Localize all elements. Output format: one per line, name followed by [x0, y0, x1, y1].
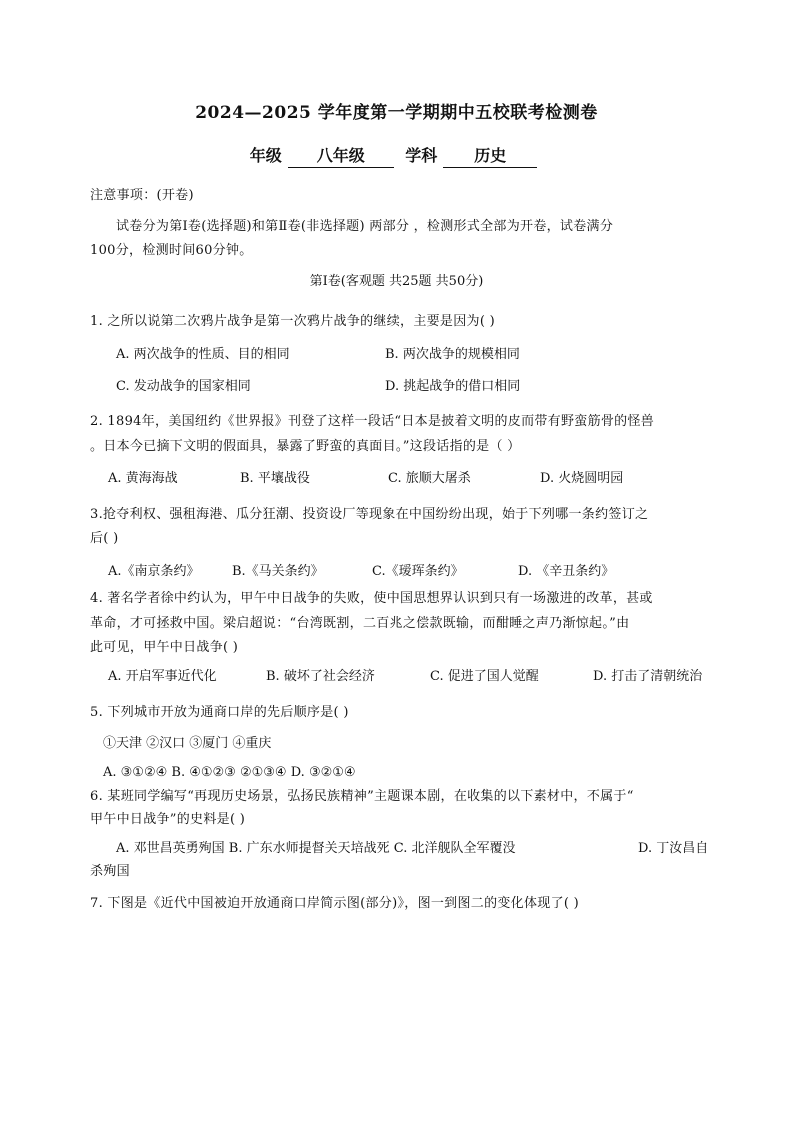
q2-option-a: A. 黄海海战	[108, 471, 178, 486]
q1-stem: 1. 之所以说第二次鸦片战争是第一次鸦片战争的继续，主要是因为( )	[90, 314, 496, 329]
q7-stem: 7. 下图是《近代中国被迫开放通商口岸简示图(部分)》，图一到图二的变化体现了( )	[90, 896, 580, 911]
q2-option-b: B. 平壤战役	[240, 471, 310, 486]
grade-value: 八年级	[288, 143, 394, 168]
q6-stem-1: 6. 某班同学编写“再现历史场景，弘扬民族精神”主题课本剧，在收集的以下素材中，不属于“	[90, 789, 634, 804]
q4-stem-3: 此可见，甲午中日战争( )	[90, 640, 239, 655]
subject-value: 历史	[443, 143, 537, 168]
q2-stem-2: 。日本今已摘下文明的假面具，暴露了野蛮的真面目。”这段话指的是（ ）	[90, 439, 521, 454]
q4-option-b: B. 破坏了社会经济	[266, 669, 375, 684]
q2-stem-1: 2. 1894年，美国纽约《世界报》刊登了这样一段话“日本是披着文明的皮而带有野蛮筋骨的怪兽	[90, 414, 655, 429]
q4-stem-1: 4. 著名学者徐中约认为，甲午中日战争的失败，使中国思想界认识到只有一场激进的改革，甚或	[90, 591, 653, 606]
section-heading: 第Ⅰ卷(客观题 共25题 共50分)	[309, 274, 484, 289]
q1-option-a: A. 两次战争的性质、目的相同	[116, 347, 290, 362]
q5-items: ①天津 ②汉口 ③厦门 ④重庆	[103, 736, 272, 751]
notes-line-2: 100分，检测时间60分钟。	[90, 243, 253, 258]
q4-stem-2: 革命，才可拯救中国。梁启超说：“台湾既割，二百兆之偿款既输，而酣睡之声乃渐惊起。”由	[90, 616, 630, 631]
q6-options: A. 邓世昌英勇殉国 B. 广东水师提督关天培战死 C. 北洋舰队全军覆没	[116, 841, 516, 856]
q1-option-d: D. 挑起战争的借口相同	[385, 379, 521, 394]
grade-subject-line	[0, 143, 793, 168]
grade-label: 年级	[249, 146, 282, 165]
notes-heading: 注意事项：(开卷)	[90, 188, 194, 203]
q6-stem-2: 甲午中日战争”的史料是( )	[90, 812, 246, 827]
q3-option-d: D. 《辛丑条约》	[518, 564, 615, 579]
q3-option-a: A.《南京条约》	[108, 564, 200, 579]
q3-option-b: B.《马关条约》	[232, 564, 324, 579]
notes-line-1: 试卷分为第Ⅰ卷(选择题)和第Ⅱ卷(非选择题) 两部分 ，检测形式全部为开卷，试卷满分	[116, 219, 614, 234]
exam-title: 2024—2025 学年度第一学期期中五校联考检测卷	[195, 103, 598, 123]
q6-option-d-cont: 杀殉国	[90, 864, 130, 879]
q1-option-b: B. 两次战争的规模相同	[385, 347, 520, 362]
q4-option-a: A. 开启军事近代化	[108, 669, 217, 684]
q5-stem: 5. 下列城市开放为通商口岸的先后顺序是( )	[90, 705, 349, 720]
q3-option-c: C.《瑷珲条约》	[372, 564, 464, 579]
q6-option-d: D. 丁汝昌自	[638, 841, 709, 856]
q2-option-d: D. 火烧圆明园	[540, 471, 624, 486]
q4-option-c: C. 促进了国人觉醒	[430, 669, 539, 684]
q3-stem-1: 3.抢夺利权、强租海港、瓜分狂潮、投资设厂等现象在中国纷纷出现，始于下列哪一条约签订之	[90, 507, 649, 522]
q2-option-c: C. 旅顺大屠杀	[388, 471, 471, 486]
q5-options: A. ③①②④ B. ④①②③ ②①③④ D. ③②①④	[103, 765, 356, 780]
subject-label: 学科	[405, 146, 438, 165]
q1-option-c: C. 发动战争的国家相同	[116, 379, 251, 394]
q4-option-d: D. 打击了清朝统治	[593, 669, 703, 684]
q3-stem-2: 后( )	[90, 531, 119, 546]
